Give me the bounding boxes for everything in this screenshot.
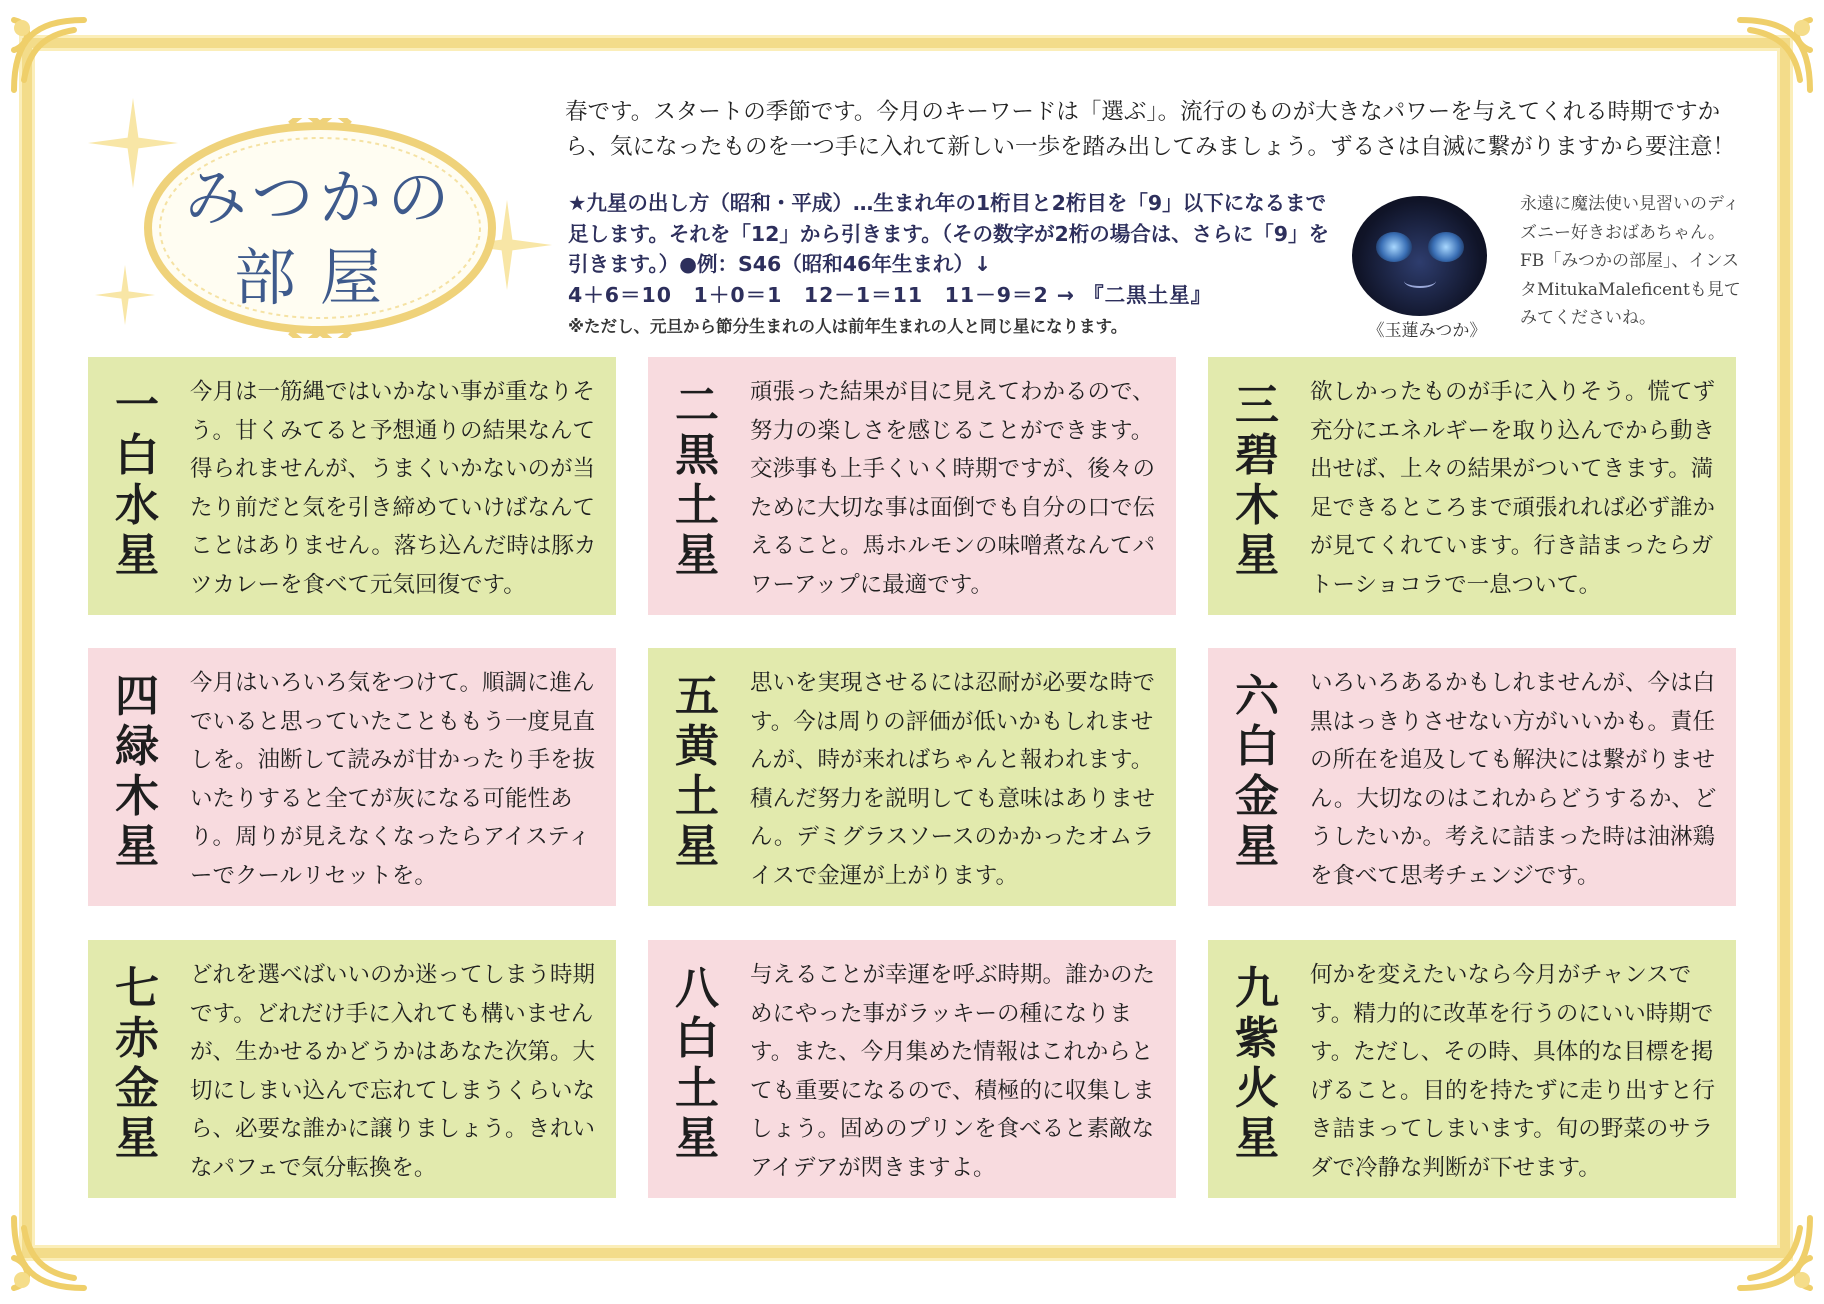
corner-ornament-icon (4, 10, 94, 100)
fortune-box-1 (88, 357, 616, 615)
fortune-box-7 (88, 940, 616, 1198)
fortune-box-5 (648, 648, 1176, 906)
fortune-text: 何かを変えたいなら今月がチャンスです。精力的に改革を行うのにいい時期です。ただし、その時、具体的な目標を掲げること。目的を持たずに走り出すと行き詰まってしまいます。旬の野菜のサラダで冷静な判断が下せます。 (1310, 962, 1716, 1181)
fortune-text: 思いを実現させるには忍耐が必要な時です。今は周りの評価が低いかもしれませんが、時が来ればちゃんと報われます。積んだ努力を説明しても意味はありません。デミグラスソースのかかったオムライスで金運が上がります。 (750, 670, 1156, 889)
fortune-text: いろいろあるかもしれませんが、今は白黒はっきりさせない方がいいかも。責任の所在を追及しても解決には繋がりません。大切なのはこれからどうするか、どうしたいか。考えに詰まった時は油淋鶏を食べて思考チェンジです。 (1310, 670, 1717, 889)
eye-icon (1428, 232, 1464, 262)
star-name: 九 紫 火 星 (1235, 963, 1279, 1164)
corner-ornament-icon (1730, 1208, 1820, 1298)
fortune-box-8 (648, 940, 1176, 1198)
fortune-text: 与えることが幸運を呼ぶ時期。誰かのためにやった事がラッキーの種になります。また、今月集めた情報はこれからとても重要になるので、積極的に収集しましょう。固めのプリンを食べると素敵なアイデアが閃きますよ。 (750, 962, 1156, 1181)
avatar-caption: 《玉蓮みつか》 (1367, 321, 1487, 341)
star-name: 二 黒 土 星 (675, 380, 719, 581)
star-name: 八 白 土 星 (675, 963, 719, 1164)
howto-note: ※ただし、元旦から節分生まれの人は前年生まれの人と同じ星になります。 (568, 317, 1128, 336)
star-name: 五 黄 土 星 (675, 671, 719, 872)
fortune-text: 今月はいろいろ気をつけて。順調に進んでいると思っていたことももう一度見直しを。油断して読みが甘かったり手を抜いたりすると全てが灰になる可能性あり。周りが見えなくなったらアイスティーでクールリセットを。 (190, 670, 596, 889)
mouth-icon (1404, 274, 1436, 288)
star-name: 六 白 金 星 (1235, 671, 1279, 872)
intro-text: 春です。スタートの季節です。今月のキーワードは「選ぶ」。流行のものが大きなパワーを与えてくれる時期ですから、気になったものを一つ手に入れて新しい一歩を踏み出してみましょう。ずるさは自滅に繋がりますから要注意！ (565, 99, 1736, 160)
page-subtitle: 部屋 (233, 241, 406, 314)
star-name: 四 緑 木 星 (115, 671, 159, 872)
star-name: 七 赤 金 星 (115, 963, 159, 1164)
star-name: 三 碧 木 星 (1235, 380, 1279, 581)
fortune-text: 今月は一筋縄ではいかない事が重なりそう。甘くみてると予想通りの結果なんて得られませんが、うまくいかないのが当たり前だと気を引き締めていけばなんてことはありません。落ち込んだ時は豚カツカレーを食べて元気回復です。 (190, 379, 597, 598)
fortune-text: 頑張った結果が目に見えてわかるので、努力の楽しさを感じることができます。交渉事も上手くいく時期ですが、後々のために大切な事は面倒でも自分の口で伝えること。馬ホルモンの味噌煮なんてパワーアップに最適です。 (750, 379, 1156, 598)
fortune-box-2 (648, 357, 1176, 615)
title-badge (140, 118, 500, 338)
corner-ornament-icon (4, 1208, 94, 1298)
howto-calculation: 4＋6＝10 1＋0＝1 12－1＝11 11－9＝2 → 『二黒土星』 (568, 282, 1213, 307)
author-profile: 永遠に魔法使い見習いのディズニー好きおばあちゃん。FB「みつかの部屋」、インスタMitukaMaleficentも見てみてくださいね。 (1520, 194, 1741, 328)
howto-section (568, 188, 1338, 343)
fortune-text: 欲しかったものが手に入りそう。慌てず充分にエネルギーを取り込んでから動き出せば、上々の結果がついてきます。満足できるところまで頑張れれば必ず誰かが見てくれています。行き詰まったらガトーショコラで一息ついて。 (1310, 379, 1716, 598)
page-title: みつかの (184, 161, 456, 234)
fortune-box-3 (1208, 357, 1736, 615)
corner-ornament-icon (1730, 10, 1820, 100)
fortune-box-9 (1208, 940, 1736, 1198)
fortune-text: どれを選べばいいのか迷ってしまう時期です。どれだけ手に入れても構いませんが、生かせるかどうかはあなた次第。大切にしまい込んで忘れてしまうくらいなら、必要な誰かに譲りましょう。きれいなパフェで気分転換を。 (190, 962, 596, 1181)
fortune-box-6 (1208, 648, 1736, 906)
author-avatar (1352, 196, 1487, 316)
fortune-box-4 (88, 648, 616, 906)
eye-icon (1376, 232, 1412, 262)
howto-text: ★九星の出し方（昭和・平成）…生まれ年の1桁目と2桁目を「9」以下になるまで足します。それを「12」から引きます。（その数字が2桁の場合は、さらに「9」を引きます。）●例：S46（昭和46年生まれ）↓ (568, 191, 1330, 276)
star-name: 一 白 水 星 (115, 380, 159, 581)
